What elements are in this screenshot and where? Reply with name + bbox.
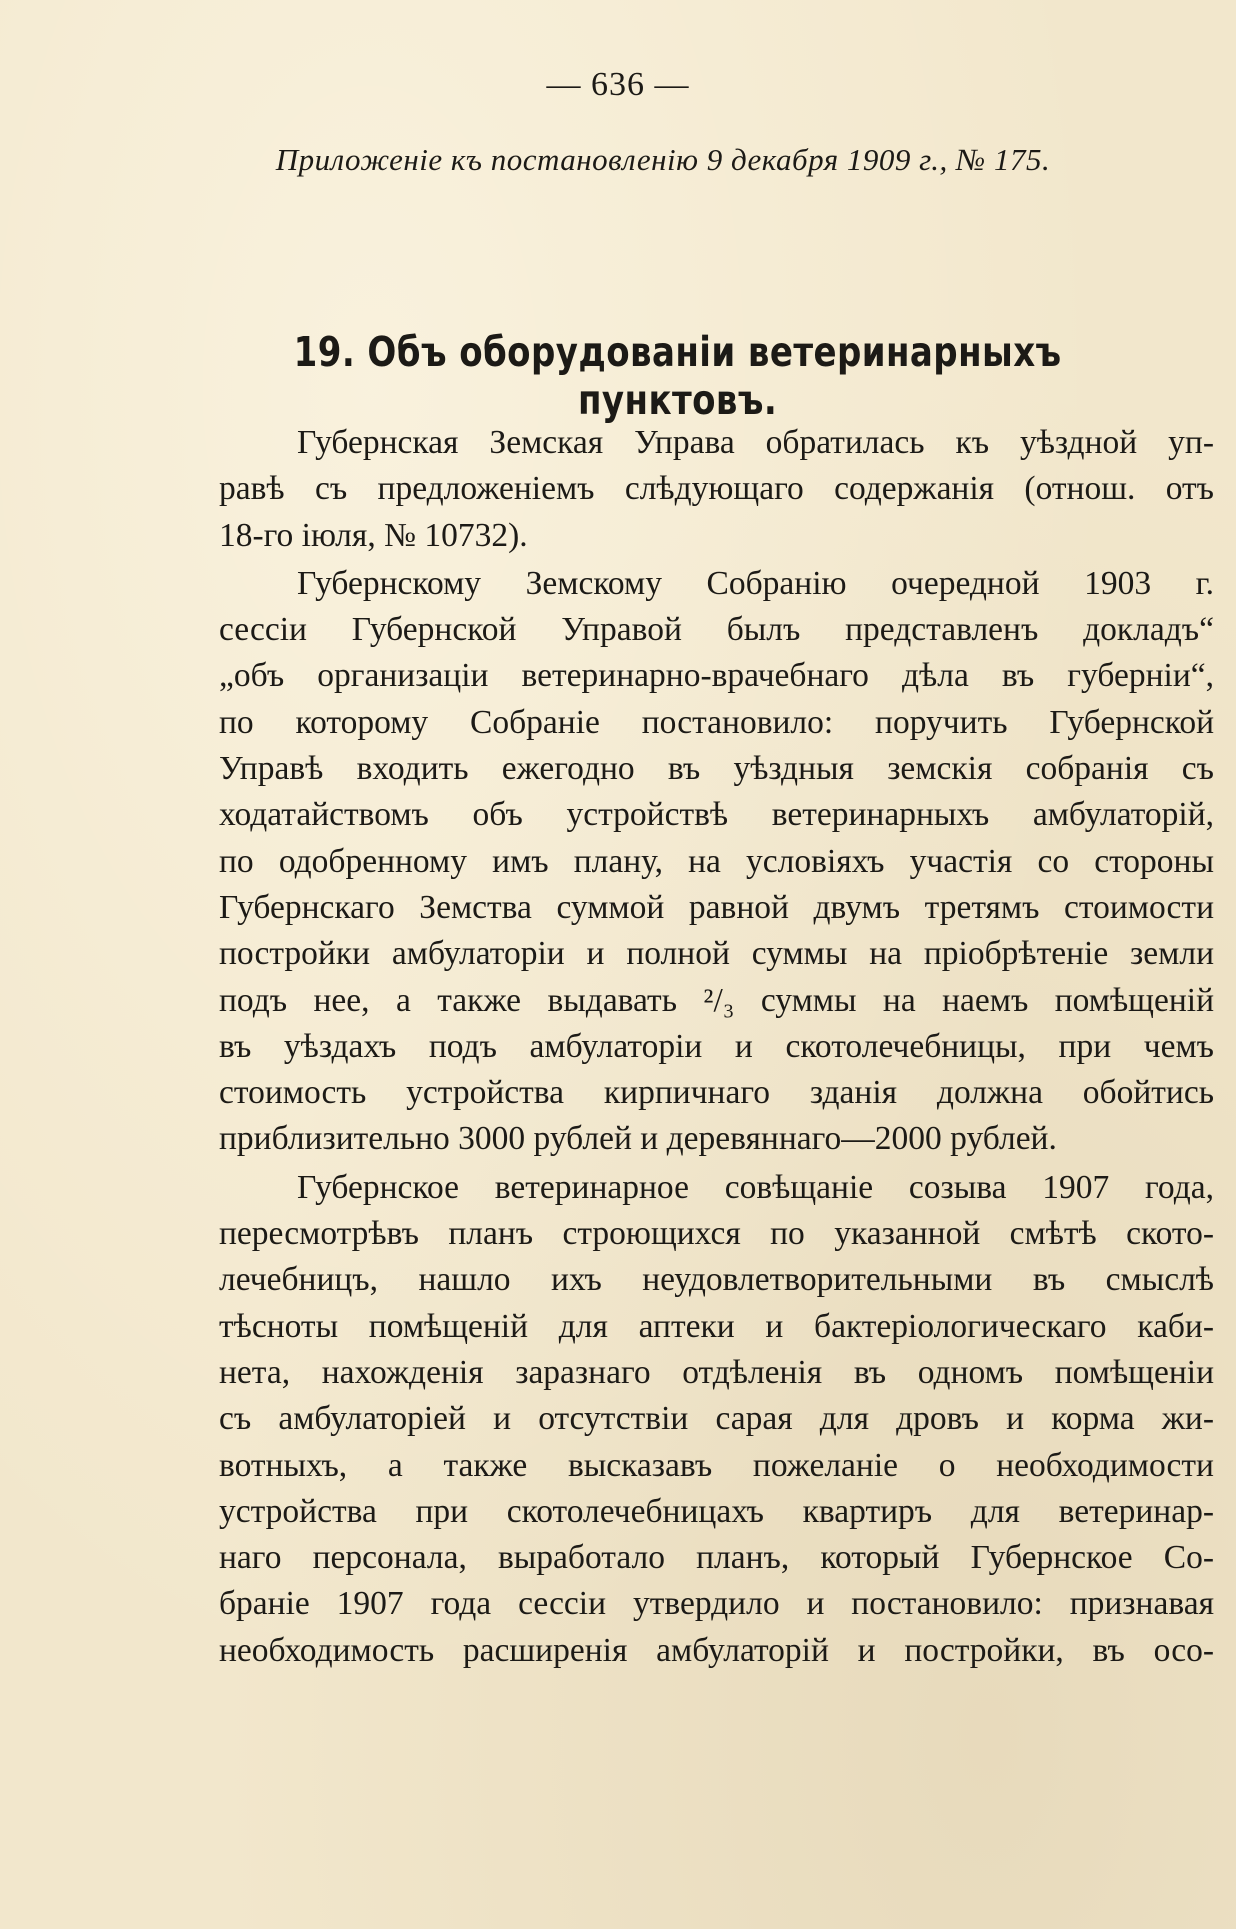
text-line: по одобренному имъ плану, на условіяхъ участія со стороны (219, 842, 1214, 880)
text-line: тѣсноты помѣщеній для аптеки и бактеріологическаго каби- (219, 1307, 1214, 1345)
text-line: необходимость расширенія амбулаторій и постройки, въ осо- (219, 1631, 1214, 1669)
text-line: лечебницъ, нашло ихъ неудовлетворительными въ смыслѣ (219, 1261, 1214, 1299)
text-line: нета, нахожденія заразнаго отдѣленія въ одномъ помѣщеніи (219, 1353, 1214, 1391)
body-text (219, 420, 1214, 1676)
text-line: равѣ съ предложеніемъ слѣдующаго содержанія (отнош. отъ (219, 470, 1214, 508)
text-line: браніе 1907 года сессіи утвердило и постановило: признавая (219, 1585, 1214, 1623)
text-line: сессіи Губернской Управой былъ представленъ докладъ“ (219, 611, 1214, 649)
text-line: по которому Собраніе постановило: поручить Губернской (219, 703, 1214, 741)
text-line: устройства при скотолечебницахъ квартиръ для ветеринар- (219, 1492, 1214, 1530)
text-line: Губернскому Земскому Собранію очередной 1903 г. (297, 564, 1214, 602)
paragraph-1 (219, 420, 1214, 559)
text-line: Управѣ входить ежегодно въ уѣздныя земскія собранія съ (219, 750, 1214, 788)
paragraph-3 (219, 1165, 1214, 1674)
text-line: Губернскаго Земства суммой равной двумъ третямъ стоимости (219, 888, 1214, 926)
text-line: ходатайствомъ объ устройствѣ ветеринарныхъ амбулаторій, (219, 796, 1214, 834)
section-heading: 19. Объ оборудованіи ветеринарныхъ пунктовъ. (293, 328, 1062, 424)
text-line: стоимость устройства кирпичнаго зданія должна обойтись (219, 1074, 1214, 1112)
text-line: Губернское ветеринарное совѣщаніе созыва 1907 года, (297, 1168, 1214, 1206)
text-line: съ амбулаторіей и отсутствіи сарая для дровъ и корма жи- (219, 1400, 1214, 1438)
text-line: въ уѣздахъ подъ амбулаторіи и скотолечебницы, при чемъ (219, 1027, 1214, 1065)
text-line: постройки амбулаторіи и полной суммы на пріобрѣтеніе земли (219, 935, 1214, 973)
paragraph-2 (219, 561, 1214, 1163)
text-line: вотныхъ, а также высказавъ пожеланіе о необходимости (219, 1446, 1214, 1484)
text-line: приблизительно 3000 рублей и деревяннаго—2000 рублей. (219, 1120, 1057, 1158)
appendix-note: Приложеніе къ постановленію 9 декабря 1909 г., № 175. (275, 142, 1051, 177)
text-line: наго персонала, выработало планъ, который Губернское Со- (219, 1539, 1214, 1577)
text-line: подъ нее, а также выдавать ²/₃ суммы на наемъ помѣщеній (219, 981, 1214, 1019)
text-line: Губернская Земская Управа обратилась къ уѣздной уп- (297, 424, 1214, 461)
text-line: „объ организаціи ветеринарно-врачебнаго дѣла въ губерніи“, (219, 657, 1214, 695)
text-line: 18-го іюля, № 10732). (219, 516, 528, 554)
text-line: пересмотрѣвъ планъ строющихся по указанной смѣтѣ ското- (219, 1215, 1214, 1253)
page-number: — 636 — (546, 66, 690, 103)
